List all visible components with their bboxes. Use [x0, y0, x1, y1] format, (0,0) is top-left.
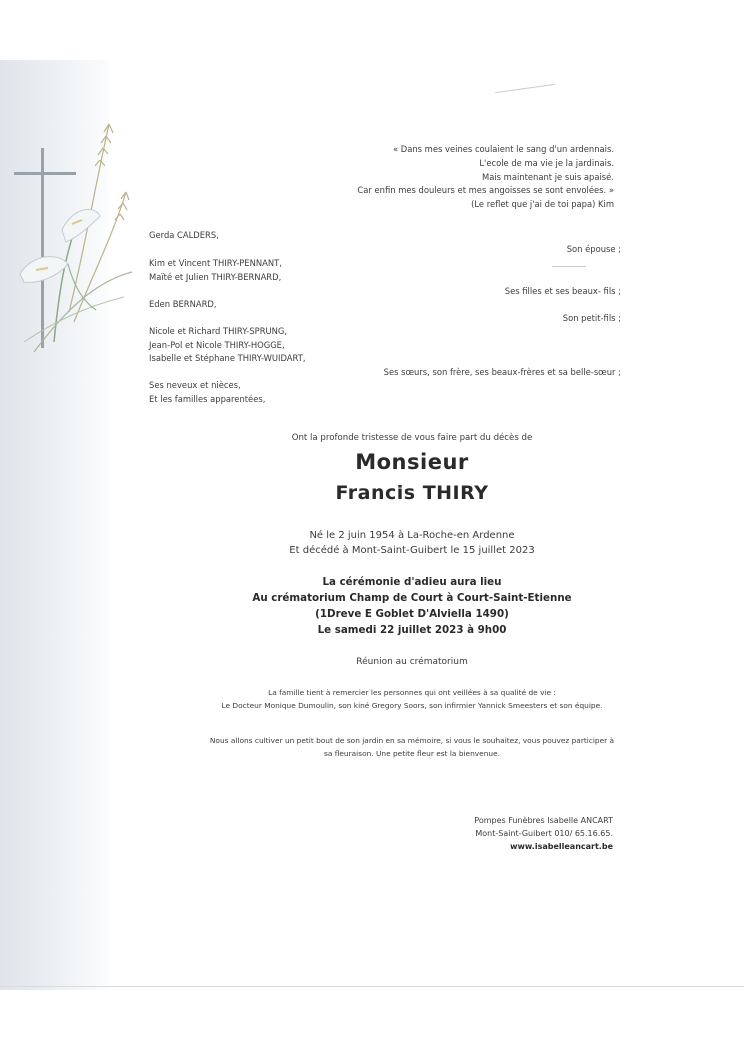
daughter-line: Maïté et Julien THIRY-BERNARD,: [149, 271, 282, 282]
sibling-line: Isabelle et Stéphane THIRY-WUIDART,: [149, 353, 306, 364]
poem-line: Car enfin mes douleurs et mes angoisses se sont envolées. »: [357, 185, 614, 196]
sibling-line: Nicole et Richard THIRY-SPRUNG,: [149, 326, 288, 336]
daughters-block: [149, 257, 282, 284]
thanks-line: La famille tient à remercier les personnes qui ont veillées à sa qualité de vie :: [268, 688, 556, 697]
spouse-role: Son épouse ;: [566, 244, 621, 254]
poem-line: (Le reflet que j'ai de toi papa) Kim: [471, 199, 614, 210]
life-dates: [40, 528, 744, 558]
scan-edge-line: [0, 986, 744, 987]
thanks-line: Le Docteur Monique Dumoulin, son kiné Gregory Soors, son infirmier Yannick Smeesters et son équipe.: [221, 700, 603, 710]
nephews-line: Ses neveux et nièces,: [149, 380, 241, 390]
garden-line: Nous allons cultiver un petit bout de son jardin en sa mémoire, si vous le souhaitez, vous pouvez participer à: [209, 736, 615, 745]
poem-line: Mais maintenant je suis apaisé.: [481, 171, 614, 182]
funeral-home-address: Mont-Saint-Guibert 010/ 65.16.65.: [475, 829, 613, 838]
poem-quote: [284, 143, 614, 212]
deceased-name: Francis THIRY: [335, 482, 489, 504]
announcement-intro: Ont la profonde tristesse de vous faire part du décès de: [291, 433, 533, 443]
daughters-role: Ses filles et ses beaux- fils ;: [504, 286, 621, 296]
grandson-role: Son petit-fils ;: [562, 313, 621, 323]
garden-line: sa fleuraison. Une petite fleur est la bienvenue.: [324, 748, 500, 758]
funeral-home-name: Pompes Funèbres Isabelle ANCART: [474, 816, 613, 825]
ceremony-date: Le samedi 22 juillet 2023 à 9h00: [317, 624, 507, 636]
siblings-block: [149, 325, 306, 366]
spouse-name: Gerda CALDERS,: [149, 230, 219, 240]
ceremony-address: (1Dreve E Goblet D'Alviella 1490): [315, 608, 509, 620]
reunion-note: Réunion au crématorium: [356, 657, 468, 667]
daughter-line: Kim et Vincent THIRY-PENNANT,: [149, 258, 282, 268]
death-line: Et décédé à Mont-Saint-Guibert le 15 juillet 2023: [289, 545, 535, 556]
garden-note: [40, 735, 744, 760]
birth-line: Né le 2 juin 1954 à La-Roche-en Ardenne: [309, 530, 515, 541]
funeral-home-website[interactable]: www.isabelleancart.be: [510, 842, 613, 851]
scan-smudge: [495, 84, 555, 93]
grandson-name: Eden BERNARD,: [149, 299, 217, 309]
poem-line: « Dans mes veines coulaient le sang d'un ardennais.: [392, 144, 614, 154]
relatives-line: Et les familles apparentées,: [149, 393, 266, 404]
ceremony-location: Au crématorium Champ de Court à Court-Saint-Etienne: [252, 592, 572, 604]
siblings-role: Ses sœurs, son frère, ses beaux-frères et sa belle-sœur ;: [383, 367, 621, 377]
relatives-block: [149, 379, 265, 406]
sibling-line: Jean-Pol et Nicole THIRY-HOGGE,: [149, 339, 285, 350]
scan-smudge: [552, 266, 586, 267]
deceased-title: Monsieur: [355, 450, 469, 474]
funeral-home-info: [474, 814, 613, 853]
thanks-note: [40, 687, 744, 712]
ceremony-line: La cérémonie d'adieu aura lieu: [322, 576, 502, 588]
ceremony-details: [40, 574, 744, 638]
poem-line: L'ecole de ma vie je la jardinais.: [479, 157, 614, 168]
cross-and-lily-illustration: [14, 112, 134, 352]
